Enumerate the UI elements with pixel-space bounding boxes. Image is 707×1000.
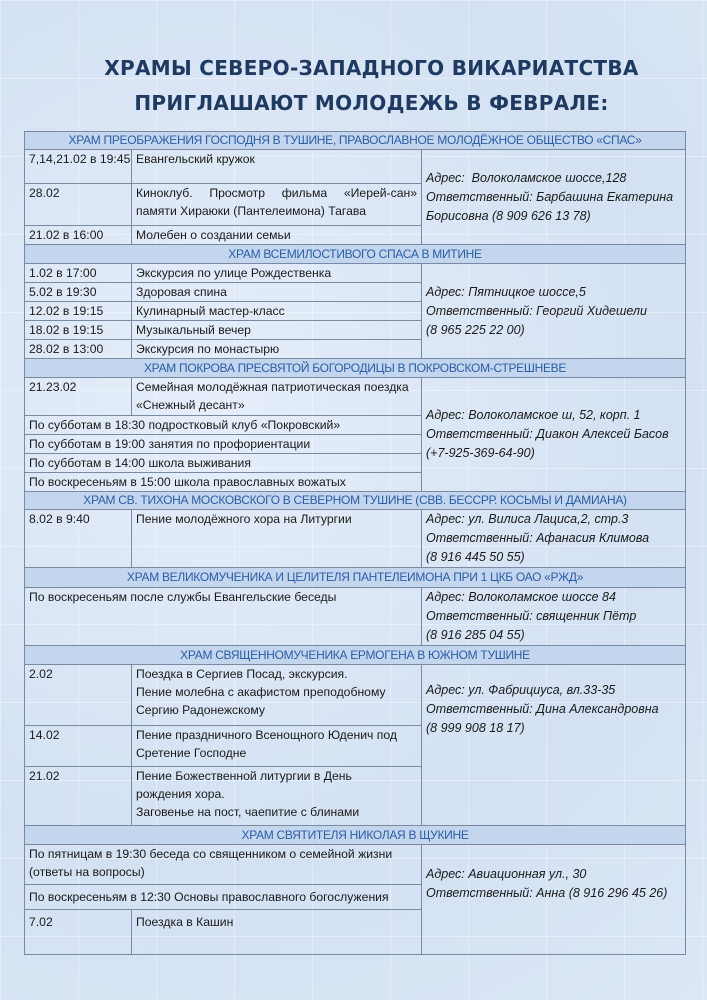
event-title	[132, 726, 422, 767]
event-line: Сретение Господне	[136, 746, 247, 760]
event-full: По пятницам в 19:30 беседа со священником о семейной жизни (ответы на вопросы)	[25, 845, 422, 885]
contact-phone: (8 916 445 50 55)	[426, 550, 525, 564]
contact-info	[422, 378, 686, 492]
contact-address: Адрес: Волоколамское шоссе,128	[426, 170, 627, 185]
section-header: ХРАМ ВСЕМИЛОСТИВОГО СПАСА В МИТИНЕ	[25, 245, 686, 264]
contact-person: Ответственный: Георгий Хидешели	[426, 303, 647, 318]
event-title	[132, 665, 422, 726]
contact-person: Ответственный: Афанасия Климова	[426, 531, 650, 545]
event-line: Пение Божественной литургии в День	[136, 769, 352, 783]
section-header-row	[25, 492, 686, 510]
event-title: Музыкальный вечер	[132, 321, 422, 340]
table-row	[25, 845, 686, 885]
table-row	[25, 510, 686, 568]
section-header-row	[25, 359, 686, 378]
section-header-row	[25, 132, 686, 150]
contact-address: Адрес: Авиационная ул., 30	[426, 867, 587, 881]
contact-info	[422, 510, 686, 568]
event-line: Пение молебна с акафистом преподобному	[136, 685, 386, 699]
page-title-line-1: ХРАМЫ СЕВЕРО-ЗАПАДНОГО ВИКАРИАТСТВА	[104, 56, 639, 80]
section-header: ХРАМ СВЯЩЕННОМУЧЕНИКА ЕРМОГЕНА В ЮЖНОМ ТУШИНЕ	[25, 646, 686, 665]
event-title: Пение молодёжного хора на Литургии	[132, 510, 422, 568]
event-date: 12.02 в 19:15	[25, 302, 132, 321]
event-title: Семейная молодёжная патриотическая поездка «Снежный десант»	[132, 378, 422, 416]
event-date: 7.02	[25, 910, 132, 955]
event-date: 18.02 в 19:15	[25, 321, 132, 340]
event-title: Молебен о создании семьи	[132, 226, 422, 245]
event-title: Кулинарный мастер-класс	[132, 302, 422, 321]
contact-phone: Борисовна (8 909 626 13 78)	[426, 208, 591, 223]
schedule-table	[24, 131, 686, 955]
section-header: ХРАМ ПОКРОВА ПРЕСВЯТОЙ БОГОРОДИЦЫ В ПОКРОВСКОМ-СТРЕШНЕВЕ	[25, 359, 686, 378]
event-date: 21.02 в 16:00	[25, 226, 132, 245]
event-title: Экскурсия по монастырю	[132, 340, 422, 359]
contact-info	[422, 150, 686, 245]
contact-person: Ответственный: священник Пётр	[426, 609, 637, 623]
contact-info	[422, 588, 686, 646]
event-title: Здоровая спина	[132, 283, 422, 302]
event-title	[132, 767, 422, 826]
event-line: Заговенье на пост, чаепитие с блинами	[136, 805, 360, 819]
contact-address: Адрес: Волоколамское шоссе 84	[426, 590, 616, 604]
section-header-row	[25, 568, 686, 588]
page-title-line-2: ПРИГЛАШАЮТ МОЛОДЕЖЬ В ФЕВРАЛЕ:	[134, 91, 609, 115]
contact-address: Адрес: Пятницкое шоссе,5	[426, 284, 586, 299]
event-full: По воскресеньям в 12:30 Основы православного богослужения	[25, 885, 422, 910]
event-title: Экскурсия по улице Рождественка	[132, 264, 422, 283]
event-date: 28.02 в 13:00	[25, 340, 132, 359]
event-date: 2.02	[25, 665, 132, 726]
event-line: Поездка в Сергиев Посад, экскурсия.	[136, 667, 348, 681]
contact-person: Ответственный: Диакон Алексей Басов	[426, 427, 669, 441]
table-row	[25, 665, 686, 726]
section-header: ХРАМ ПРЕОБРАЖЕНИЯ ГОСПОДНЯ В ТУШИНЕ, ПРАВОСЛАВНОЕ МОЛОДЁЖНОЕ ОБЩЕСТВО «СПАС»	[25, 132, 686, 150]
contact-phone: (8 916 285 04 55)	[426, 628, 525, 642]
event-date: 8.02 в 9:40	[25, 510, 132, 568]
section-header-row	[25, 245, 686, 264]
event-title: Киноклуб. Просмотр фильма «Иерей-сан» памяти Хираюки (Пантелеимона) Тагава	[132, 184, 422, 226]
table-row	[25, 264, 686, 283]
event-line: Пение праздничного Всенощного Юденич под	[136, 728, 397, 742]
event-full: По воскресеньям после службы Евангельские беседы	[25, 588, 422, 646]
event-title: Евангельский кружок	[132, 150, 422, 184]
contact-address: Адрес: ул. Фабрициуса, вл.33-35	[426, 683, 616, 697]
event-date: 21.02	[25, 767, 132, 826]
event-date: 5.02 в 19:30	[25, 283, 132, 302]
table-row	[25, 378, 686, 416]
event-line: рождения хора.	[136, 787, 225, 801]
table-row	[25, 588, 686, 646]
event-date: 14.02	[25, 726, 132, 767]
section-header: ХРАМ СВ. ТИХОНА МОСКОВСКОГО В СЕВЕРНОМ ТУШИНЕ (СВВ. БЕССРР. КОСЬМЫ И ДАМИАНА)	[25, 492, 686, 510]
event-full: По субботам в 19:00 занятия по профориентации	[25, 435, 422, 454]
contact-person: Ответственный: Анна (8 916 296 45 26)	[426, 886, 668, 900]
contact-address: Адрес: Волоколамское ш, 52, корп. 1	[426, 408, 641, 422]
event-line: Сергию Радонежскому	[136, 703, 266, 717]
event-full: По воскресеньям в 15:00 школа православных вожатых	[25, 473, 422, 492]
event-date: 1.02 в 17:00	[25, 264, 132, 283]
contact-phone: (+7-925-369-64-90)	[426, 446, 535, 460]
section-header-row	[25, 646, 686, 665]
event-date: 28.02	[25, 184, 132, 226]
contact-info	[422, 845, 686, 955]
contact-info	[422, 665, 686, 826]
event-date: 7,14,21.02 в 19:45	[25, 150, 132, 184]
contact-phone: (8 965 225 22 00)	[426, 322, 525, 337]
event-full: По субботам в 18:30 подростковый клуб «Покровский»	[25, 416, 422, 435]
contact-person: Ответственный: Барбашина Екатерина	[426, 189, 674, 204]
section-header: ХРАМ СВЯТИТЕЛЯ НИКОЛАЯ В ЩУКИНЕ	[25, 826, 686, 845]
section-header-row	[25, 826, 686, 845]
event-full: По субботам в 14:00 школа выживания	[25, 454, 422, 473]
event-date: 21.23.02	[25, 378, 132, 416]
event-title: Поездка в Кашин	[132, 910, 422, 955]
contact-address: Адрес: ул. Вилиса Лациса,2, стр.3	[426, 512, 629, 526]
section-header: ХРАМ ВЕЛИКОМУЧЕНИКА И ЦЕЛИТЕЛЯ ПАНТЕЛЕИМОНА ПРИ 1 ЦКБ ОАО «РЖД»	[25, 568, 686, 588]
contact-phone: (8 999 908 18 17)	[426, 721, 525, 735]
contact-info	[422, 264, 686, 359]
table-row	[25, 150, 686, 184]
contact-person: Ответственный: Дина Александровна	[426, 702, 659, 716]
